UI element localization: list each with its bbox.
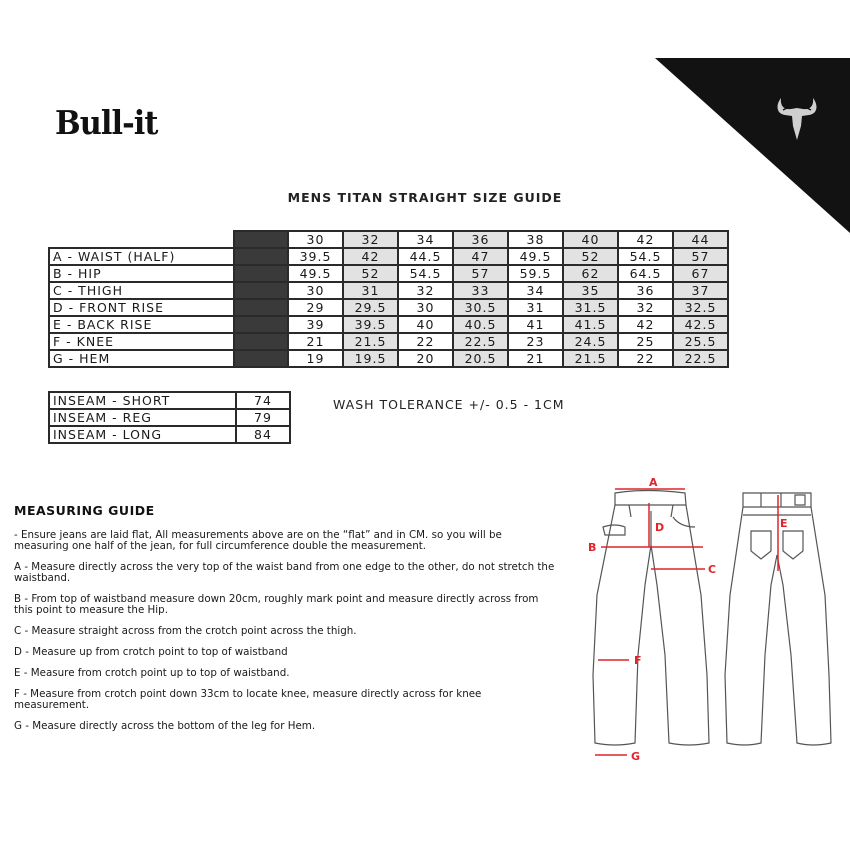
table-row [49,350,728,367]
cell: 29.5 [343,299,398,316]
page-title: MENS TITAN STRAIGHT SIZE GUIDE [287,190,563,205]
cell: 64.5 [618,265,673,282]
table-row [49,248,728,265]
row-label: INSEAM - SHORT [49,392,236,409]
cell: 74 [236,392,290,409]
cell: 35 [563,282,618,299]
row-label: INSEAM - REG [49,409,236,426]
guide-paragraph: F - Measure from crotch point down 33cm to locate knee, measure directly across for knee measurement. [14,688,482,711]
table-row [49,299,728,316]
guide-paragraph: E - Measure from crotch point up to top of waistband. [14,667,290,679]
size-header: 40 [563,231,618,248]
cell: 36 [618,282,673,299]
inseam-table [48,391,291,444]
jeans-measurement-diagram [585,475,850,765]
measuring-guide-title: MEASURING GUIDE [14,503,155,518]
guide-paragraph: B - From top of waistband measure down 20cm, roughly mark point and measure directly across from this point to measure the Hip. [14,593,539,616]
cell: 25 [618,333,673,350]
cell: 21 [288,333,343,350]
cell: 42 [343,248,398,265]
table-row [49,316,728,333]
row-label: A - WAIST (HALF) [49,248,234,265]
cell: 21.5 [563,350,618,367]
measuring-guide-text [14,530,559,742]
cell: 19 [288,350,343,367]
diagram-label-g: G [631,750,641,763]
bull-head-icon [775,96,819,142]
guide-paragraph: G - Measure directly across the bottom of the leg for Hem. [14,720,316,732]
guide-paragraph: D - Measure up from crotch point to top of waistband [14,646,288,658]
diagram-label-a: A [649,476,658,489]
guide-paragraph: C - Measure straight across from the crotch point across the thigh. [14,625,357,637]
cell: 49.5 [508,248,563,265]
size-header-row [49,231,728,248]
cell: 30 [288,282,343,299]
cell: 62 [563,265,618,282]
cell: 21 [508,350,563,367]
cell: 21.5 [343,333,398,350]
corner-triangle [655,58,850,233]
cell: 31 [508,299,563,316]
cell: 34 [508,282,563,299]
cell: 31.5 [563,299,618,316]
row-label: G - HEM [49,350,234,367]
cell: 30.5 [453,299,508,316]
cell: 79 [236,409,290,426]
cell: 41.5 [563,316,618,333]
cell: 59.5 [508,265,563,282]
cell: 30 [398,299,453,316]
cell: 22 [398,333,453,350]
size-header: 44 [673,231,728,248]
cell: 54.5 [398,265,453,282]
row-label: E - BACK RISE [49,316,234,333]
table-row [49,392,290,409]
diagram-label-e: E [780,517,788,530]
table-row [49,265,728,282]
size-header: 34 [398,231,453,248]
cell: 39.5 [288,248,343,265]
table-row [49,333,728,350]
cell: 42 [618,316,673,333]
cell: 54.5 [618,248,673,265]
cell: 67 [673,265,728,282]
cell: 32 [618,299,673,316]
cell: 47 [453,248,508,265]
cell: 25.5 [673,333,728,350]
cell: 20 [398,350,453,367]
row-label: B - HIP [49,265,234,282]
cell: 31 [343,282,398,299]
table-row [49,282,728,299]
brand-logo: Bull-it [55,103,158,142]
cell: 39.5 [343,316,398,333]
cell: 22.5 [673,350,728,367]
size-header: 38 [508,231,563,248]
table-row [49,426,290,443]
cell: 41 [508,316,563,333]
diagram-label-b: B [588,541,597,554]
table-row [49,409,290,426]
size-header: 32 [343,231,398,248]
cell: 32 [398,282,453,299]
size-header: 36 [453,231,508,248]
cell: 84 [236,426,290,443]
cell: 33 [453,282,508,299]
cell: 37 [673,282,728,299]
row-label: C - THIGH [49,282,234,299]
row-label: D - FRONT RISE [49,299,234,316]
row-label: INSEAM - LONG [49,426,236,443]
guide-paragraph: - Ensure jeans are laid flat, All measurements above are on the “flat” and in CM. so you will be measuring one half of the jean, for full circumference double the measurement. [14,529,502,552]
cell: 22 [618,350,673,367]
guide-paragraph: A - Measure directly across the very top of the waist band from one edge to the other, do not stretch the waistband. [14,561,555,584]
cell: 24.5 [563,333,618,350]
cell: 19.5 [343,350,398,367]
size-table [48,230,729,368]
cell: 39 [288,316,343,333]
size-header: 30 [288,231,343,248]
cell: 20.5 [453,350,508,367]
cell: 44.5 [398,248,453,265]
cell: 32.5 [673,299,728,316]
cell: 57 [673,248,728,265]
cell: 23 [508,333,563,350]
cell: 52 [563,248,618,265]
cell: 57 [453,265,508,282]
size-header: 42 [618,231,673,248]
cell: 22.5 [453,333,508,350]
wash-tolerance-note: WASH TOLERANCE +/- 0.5 - 1CM [333,397,565,412]
diagram-label-c: C [708,563,717,576]
cell: 29 [288,299,343,316]
cell: 40.5 [453,316,508,333]
diagram-label-f: F [634,654,642,667]
cell: 49.5 [288,265,343,282]
cell: 40 [398,316,453,333]
diagram-label-d: D [655,521,665,534]
row-label: F - KNEE [49,333,234,350]
cell: 42.5 [673,316,728,333]
cell: 52 [343,265,398,282]
